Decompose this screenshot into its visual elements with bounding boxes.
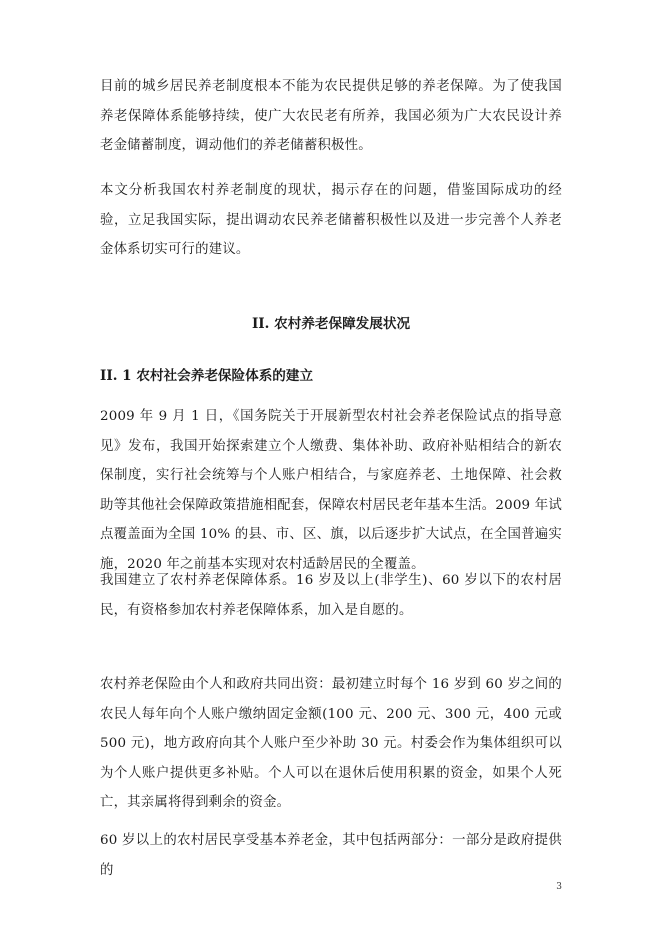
paragraph-basic-pension: 60 岁以上的农村居民享受基本养老金，其中包括两部分：一部分是政府提供的 <box>100 833 562 878</box>
paragraph-funding: 农村养老保险由个人和政府共同出资：最初建立时每个 16 岁到 60 岁之间的农民人每年向个人账户缴纳固定金额(100 元、200 元、300 元，400 元或 500 元)，地方政府向其个人账户至少补助 30 元。村委会作为集体组织可以为个人账户提供更多补贴。个人可以在退休后使用积累的资金，如果个人死亡，其亲属将得到剩余的资金。 <box>100 677 562 811</box>
paragraph-intro-2: 本文分析我国农村养老制度的现状，揭示存在的问题，借鉴国际成功的经验，立足我国实际，提出调动农民养老储蓄积极性以及进一步完善个人养老金体系切实可行的建议。 <box>100 183 562 258</box>
paragraph-eligibility: 我国建立了农村养老保障体系。16 岁及以上(非学生)、60 岁以下的农村居民，有资格参加农村养老保障体系，加入是自愿的。 <box>100 573 562 618</box>
subsection-heading: II. 1 农村社会养老保险体系的建立 <box>100 368 314 384</box>
paragraph-intro-1: 目前的城乡居民养老制度根本不能为农民提供足够的养老保障。为了使我国养老保障体系能够持续，使广大农民老有所养，我国必须为广大农民设计养老金储蓄制度，调动他们的养老储蓄积极性。 <box>100 79 562 154</box>
paragraph-policy-history: 2009 年 9 月 1 日，《国务院关于开展新型农村社会养老保险试点的指导意见》发布，我国开始探索建立个人缴费、集体补助、政府补贴相结合的新农保制度，实行社会统筹与个人账户相结合，与家庭养老、土地保障、社会救助等其他社会保障政策措施相配套，保障农村居民老年基本生活。2009 年试点覆盖面为全国 10% 的县、市、区、旗，以后逐步扩大试点，在全国普遍实施，2020 年之前基本实现对农村适龄居民的全覆盖。 <box>100 409 562 572</box>
page-number: 3 <box>556 882 562 892</box>
section-heading: II. 农村养老保障发展状况 <box>251 316 411 332</box>
